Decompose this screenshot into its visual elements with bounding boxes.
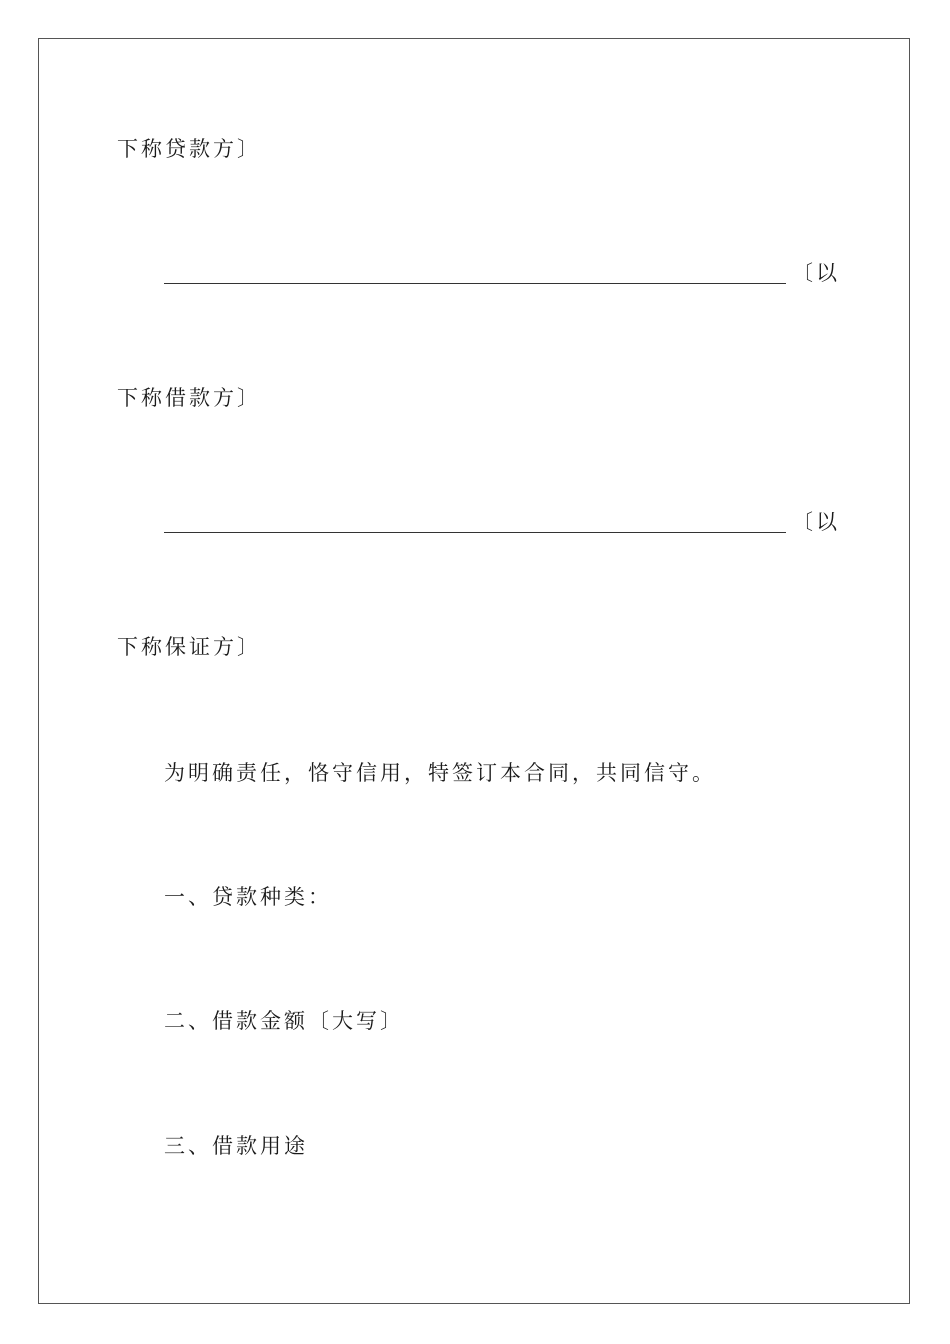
- guarantor-blank-row: [164, 510, 840, 536]
- clause-loan-type: 一、贷款种类：: [164, 885, 332, 909]
- page-frame: [38, 38, 910, 1304]
- guarantor-suffix: 〔以: [792, 510, 840, 534]
- borrower-suffix: 〔以: [792, 261, 840, 285]
- borrower-label: 下称借款方〕: [117, 386, 261, 410]
- guarantor-label: 下称保证方〕: [117, 635, 261, 659]
- guarantor-name-blank[interactable]: [164, 532, 786, 533]
- lender-label: 下称贷款方〕: [117, 137, 261, 161]
- clause-loan-purpose: 三、借款用途: [164, 1134, 308, 1158]
- borrower-blank-row: [164, 261, 840, 287]
- borrower-name-blank[interactable]: [164, 283, 786, 284]
- clause-loan-amount: 二、借款金额〔大写〕: [164, 1009, 404, 1033]
- preamble: 为明确责任，恪守信用，特签订本合同，共同信守。: [164, 761, 716, 785]
